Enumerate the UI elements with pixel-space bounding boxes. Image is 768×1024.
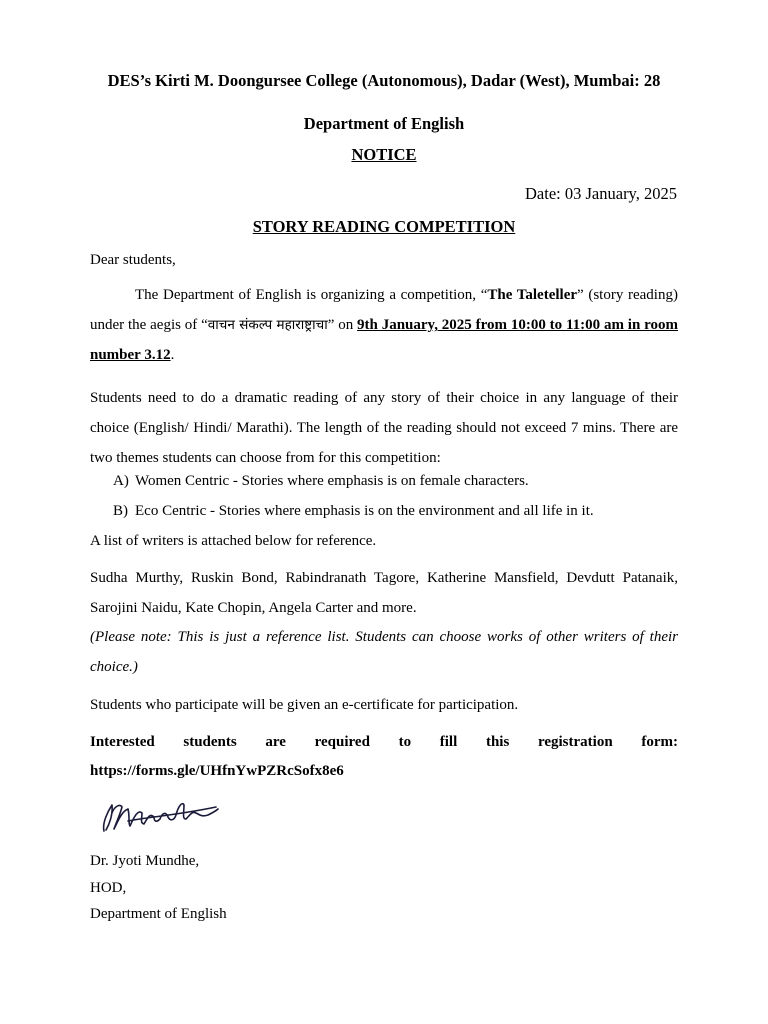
intro-mid2-text: ” on bbox=[327, 317, 358, 333]
intro-text: The Department of English is organizing a competition, “ bbox=[135, 287, 488, 303]
college-name: DES’s Kirti M. Doongursee College (Autonomous), Dadar (West), Mumbai: 28 bbox=[107, 71, 661, 90]
notice-heading: NOTICE bbox=[351, 145, 417, 164]
intro-mid-text: ” (story reading) under the aegis of “ bbox=[90, 287, 678, 333]
theme-item bbox=[113, 503, 594, 520]
intro-end: . bbox=[170, 347, 175, 363]
event-schedule: 9th January, 2025 from 10:00 to 11:00 am in room number 3.12 bbox=[90, 317, 678, 363]
writers-list: Sudha Murthy, Ruskin Bond, Rabindranath Tagore, Katherine Mansfield, Devdutt Patanaik, Sarojini Naidu, Kate Chopin, Angela Carter and more. bbox=[90, 570, 678, 616]
notice-date: Date: 03 January, 2025 bbox=[525, 184, 677, 203]
marathi-initiative: वाचन संकल्प महाराष्ट्राचा bbox=[207, 317, 328, 333]
signatory-title: HOD, bbox=[90, 879, 127, 896]
theme-label: A) bbox=[113, 473, 129, 489]
competition-title: STORY READING COMPETITION bbox=[252, 217, 516, 236]
reference-note: (Please note: This is just a reference list. Students can choose works of other writers of their choice.) bbox=[90, 629, 678, 675]
theme-text: Eco Centric - Stories where emphasis is on the environment and all life in it. bbox=[135, 503, 594, 519]
theme-item bbox=[113, 473, 529, 490]
signatory-block bbox=[90, 848, 678, 928]
registration-info: Interested students are required to fill this registration form: https://forms.gle/UHfnYwPZRcSofx8e6 bbox=[90, 734, 678, 779]
signature-image bbox=[98, 793, 223, 838]
event-name: The Taleteller bbox=[487, 287, 578, 303]
writers-intro: A list of writers is attached below for reference. bbox=[90, 533, 377, 549]
instructions-paragraph: Students need to do a dramatic reading of any story of their choice in any language of their choice (English/ Hindi/ Marathi). The length of the reading should not exceed 7 mins. There are two themes students can choose from for this competition: bbox=[90, 390, 678, 466]
department-heading: Department of English bbox=[303, 114, 465, 133]
greeting: Dear students, bbox=[90, 252, 176, 268]
theme-label: B) bbox=[113, 503, 128, 519]
certificate-info: Students who participate will be given an e-certificate for participation. bbox=[90, 697, 519, 713]
intro-paragraph bbox=[90, 280, 678, 370]
theme-text: Women Centric - Stories where emphasis is on female characters. bbox=[135, 473, 529, 489]
signatory-name: Dr. Jyoti Mundhe, bbox=[90, 853, 200, 869]
signatory-department: Department of English bbox=[90, 906, 227, 922]
